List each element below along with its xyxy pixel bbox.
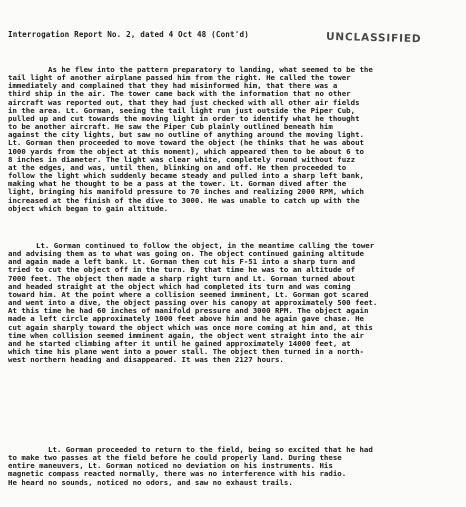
text-line: light, bringing his manifold pressure to 70 inches and realizing 2000 RPM, which (8, 188, 364, 197)
text-line: At this time he had 60 inches of manifold pressure and 3000 RPM. The object again (8, 307, 369, 316)
text-line: pulled up and cut towards the moving light in order to identify what he thought (8, 114, 360, 123)
text-line: toward him. At the point where a collision seemed imminent, Lt. Gorman got scared (8, 290, 369, 299)
text-line: Lt. Gorman then proceeded to move toward the object (he thinks that he was about (8, 139, 364, 148)
text-line: to make two passes at the field before he could properly land. During these (8, 454, 342, 463)
text-line: follow the light which suddenly became steady and pulled into a sharp left bank, (8, 172, 364, 181)
text-line: aircraft was reported out, that they had just checked with all other air fields (8, 98, 360, 107)
text-line: As he flew into the pattern preparatory to landing, what seemed to be the (48, 66, 373, 74)
text-line: and again made a left bank. Lt. Gorman then cut his F-51 into a sharp turn and (8, 258, 356, 267)
text-line: west northern heading and disappeared. It was then 2127 hours. (8, 356, 284, 365)
text-line: against the city lights, but saw no outline of anything around the moving light. (8, 131, 364, 140)
paragraph-2 (8, 242, 464, 364)
text-line: 7000 feet. The object then made a sharp right turn and Lt. Gorman turned about (8, 274, 356, 283)
text-line: made a left circle approximately 1000 feet above him and he again gave chase. He (8, 315, 364, 324)
report-header: Interrogation Report No. 2, dated 4 Oct 48 (Cont'd) (8, 30, 249, 39)
text-line: which time his plane went into a power stall. The object then turned in a north- (8, 348, 364, 357)
text-line: object which began to gain altitude. (8, 204, 169, 213)
text-line: making what he thought to be a pass at the tower. Lt. Gorman dived after the (8, 180, 347, 189)
paragraph-3 (8, 446, 464, 487)
text-line: immediately and complained that they had misinformed him, that there was a (8, 82, 338, 91)
paragraph-1 (8, 66, 464, 213)
text-line: and went into a dive, the object passing over his canopy at approximately 500 feet. (8, 299, 378, 308)
text-line: at the edges, and was, until then, blinking on and off. He then proceeded to (8, 163, 347, 172)
text-line: He heard no sounds, noticed no odors, and saw no exhaust trails. (8, 478, 293, 487)
text-line: cut again sharply toward the object which was once more coming at him and, at this (8, 323, 373, 332)
text-line: Lt. Gorman proceeded to return to the field, being so excited that he had (48, 446, 373, 454)
text-line: 1000 yards from the object at this moment), which appeared then to be about 6 to (8, 147, 364, 156)
text-line: increased at the finish of the dive to 3000. He was unable to catch up with the (8, 196, 360, 205)
classification-stamp: UNCLASSIFIED (325, 30, 422, 46)
text-line: third ship in the air. The tower came back with the information that no other (8, 90, 351, 99)
text-line: and he started climbing after it until he gained approximately 14000 feet, at (8, 339, 351, 348)
text-line: and headed straight at the object which had completed its turn and was coming (8, 282, 351, 291)
text-line: in the area. Lt. Gorman, seeing the tail light run just outside the Piper Cub, (8, 106, 356, 115)
text-line: tail light of another airplane passed him from the right. He called the tower (8, 74, 351, 83)
text-line: entire maneuvers, Lt. Gorman noticed no deviation on his instruments. His (8, 462, 333, 471)
text-line: magnetic compass reacted normally, there was no interference with his radio. (8, 470, 347, 479)
text-line: and advising them as to what was going on. The object continued gaining altitude (8, 250, 364, 259)
text-line: tried to cut the object off in the turn. By that time he was to an altitude of (8, 266, 356, 275)
text-line: Lt. Gorman continued to follow the object, in the meantime calling the tower (36, 242, 375, 250)
text-line: to be another aircraft. He saw the Piper Cub plainly outlined beneath him (8, 123, 333, 132)
text-line: time when collision seemed imminent again, the object went straight into the air (8, 331, 364, 340)
text-line: 8 inches in diameter. The light was clear white, completely round without fuzz (8, 155, 356, 164)
